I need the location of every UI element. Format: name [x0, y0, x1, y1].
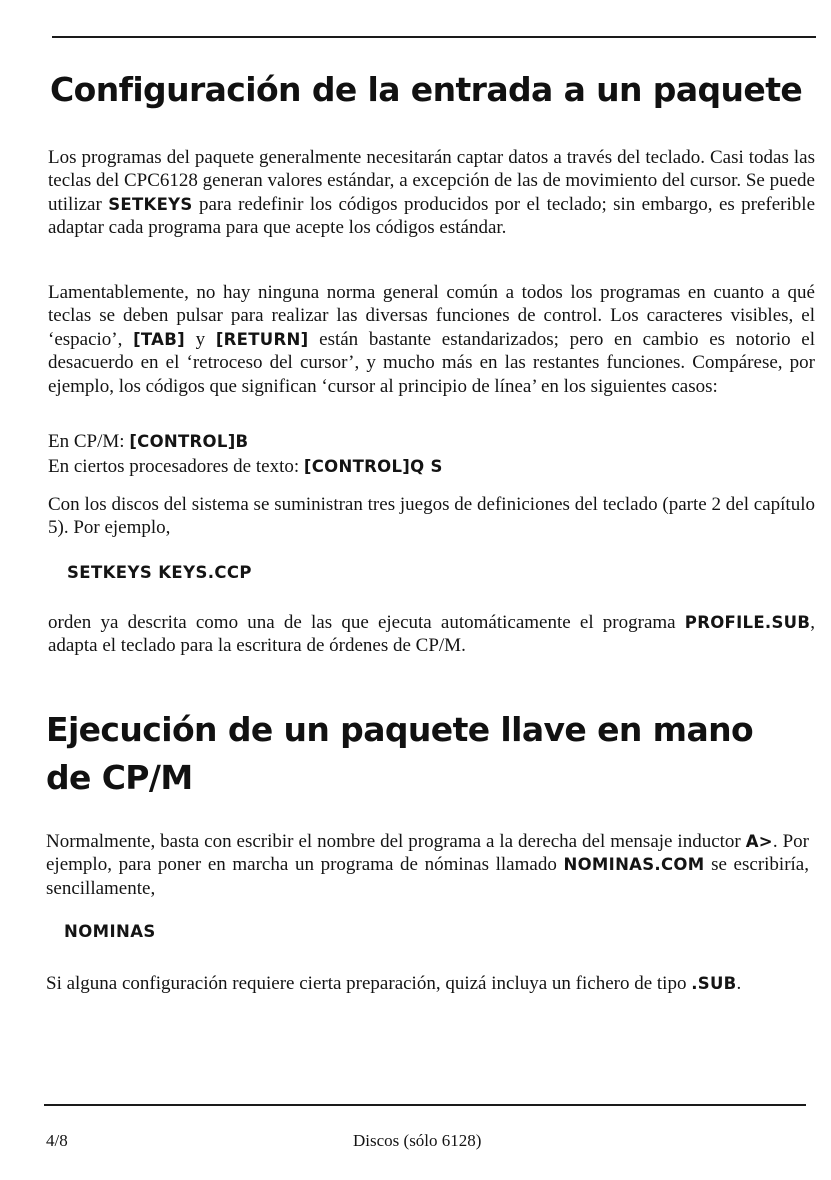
bottom-rule: [44, 1104, 806, 1106]
section-title-configuracion: Configuración de la entrada a un paquete: [50, 70, 803, 109]
command-setkeys: SETKEYS KEYS.CCP: [67, 563, 252, 582]
paragraph-normalmente-text: Normalmente, basta con escribir el nombre del programa a la derecha del mensaje inductor A>. Por ejemplo, para poner en marcha un programa de nóminas llamado NOMINAS.COM se escribiría, sencillamente,: [46, 831, 809, 899]
paragraph-intro-text: Los programas del paquete generalmente necesitarán captar datos a través del teclado. Casi todas las teclas del CPC6128 generan valores estándar, a excepción de las de movimiento del cursor. Se puede utilizar SETKEYS para redefinir los códigos producidos por el teclado; sin embargo, es preferible adaptar cada programa para que acepte los códigos estándar.: [48, 147, 815, 239]
paragraph-intro: [48, 146, 815, 240]
paragraph-configuracion-text: Si alguna configuración requiere cierta preparación, quizá incluya un fichero de tipo .SUB.: [46, 973, 742, 994]
paragraph-orden: [48, 611, 815, 658]
paragraph-lamentablemente-text: Lamentablemente, no hay ninguna norma general común a todos los programas en cuanto a qué teclas se deben pulsar para realizar las diversas funciones de control. Los caracteres visibles, el ‘espacio’, [TAB] y [RETURN] están bastante estandarizados; pero en cambio es notorio el desacuerdo en el ‘retroceso del cursor’, y mucho más en las restantes funciones. Compárese, por ejemplo, los códigos que significan ‘cursor al principio de línea’ en los siguientes casos:: [48, 282, 815, 397]
section-title-ejecucion: Ejecución de un paquete llave en mano de CP/M: [46, 710, 754, 797]
command-nominas: NOMINAS: [64, 922, 156, 941]
top-rule: [52, 36, 816, 38]
paragraph-normalmente: [46, 830, 809, 900]
page-number: 4/8: [46, 1131, 68, 1150]
paragraph-lamentablemente: [48, 281, 815, 398]
paragraph-orden-text: orden ya descrita como una de las que ejecuta automáticamente el programa PROFILE.SUB, adapta el teclado para la escritura de órdenes de CP/M.: [48, 612, 815, 657]
example-cpm: En CP/M: [CONTROL]B: [48, 431, 249, 452]
paragraph-discos-text: Con los discos del sistema se suministran tres juegos de definiciones del teclado (parte 2 del capítulo 5). Por ejemplo,: [48, 494, 815, 539]
paragraph-discos: [48, 493, 815, 540]
example-wordprocessor: En ciertos procesadores de texto: [CONTROL]Q S: [48, 456, 443, 477]
chapter-title: Discos (sólo 6128): [353, 1131, 482, 1150]
paragraph-configuracion: [46, 972, 809, 995]
